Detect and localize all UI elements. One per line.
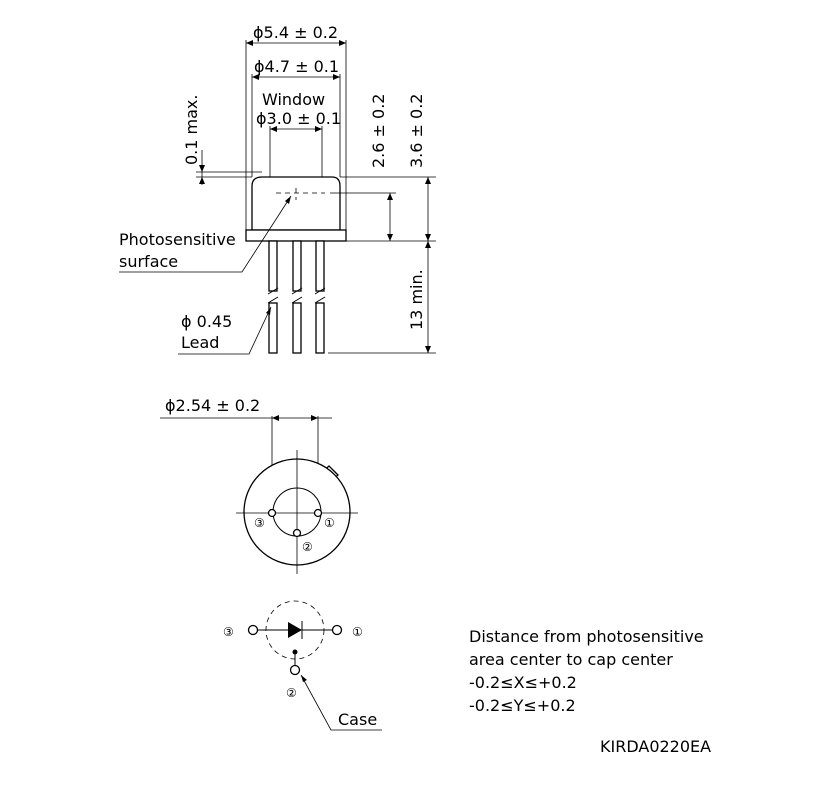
- cap-body: [252, 177, 340, 230]
- pin-1-hole: [315, 510, 322, 517]
- pin-2-marker: ②: [302, 540, 313, 554]
- pin-2-hole: [294, 530, 301, 537]
- arrowheads: [301, 675, 307, 682]
- surface-height-label: 2.6 ± 0.2: [369, 93, 388, 168]
- lead-label: Lead: [181, 333, 220, 352]
- photosensitive-label-line2: surface: [119, 252, 179, 271]
- terminal-3: [249, 626, 258, 635]
- schematic-pin-3: ③: [223, 625, 234, 639]
- break-mark: [268, 297, 278, 303]
- bottom-view: [160, 396, 358, 574]
- lead-right-lower: [316, 303, 324, 353]
- side-view: [119, 23, 436, 354]
- note-block: [469, 627, 704, 715]
- note-line-3: -0.2≤X≤+0.2: [469, 673, 577, 692]
- note-line-4: -0.2≤Y≤+0.2: [469, 696, 576, 715]
- terminal-2: [291, 666, 300, 675]
- pin-3-marker: ③: [254, 516, 265, 530]
- window-offset-label: 0.1 max.: [182, 94, 201, 165]
- drawing-code: KIRDA0220EA: [600, 737, 712, 756]
- photodiode-symbol: [288, 622, 302, 638]
- schematic-pin-2: ②: [286, 686, 297, 700]
- window-dia-label: ϕ3.0 ± 0.1: [256, 109, 342, 128]
- window-label: Window: [262, 90, 326, 109]
- note-line-1: Distance from photosensitive: [469, 627, 704, 646]
- pin-3-hole: [269, 510, 276, 517]
- header-flange: [246, 230, 346, 241]
- photosensitive-label-line1: Photosensitive: [119, 230, 236, 249]
- lead-middle-upper: [293, 241, 301, 291]
- cap-inner-dia-label: ϕ4.7 ± 0.1: [254, 57, 340, 76]
- pin-1-marker: ①: [324, 516, 335, 530]
- lead-left-upper: [269, 241, 277, 291]
- package-height-label: 3.6 ± 0.2: [407, 93, 426, 168]
- schematic-pin-1: ①: [352, 625, 363, 639]
- lead-right-upper: [316, 241, 324, 291]
- break-mark: [292, 297, 302, 303]
- pin-pitch-label: ϕ2.54 ± 0.2: [165, 396, 261, 415]
- break-mark: [315, 297, 325, 303]
- lead-dia-label: ϕ 0.45: [181, 312, 233, 331]
- terminal-1: [333, 626, 342, 635]
- lead-length-label: 13 min.: [407, 269, 426, 330]
- case-label: Case: [338, 710, 378, 729]
- note-line-2: area center to cap center: [469, 650, 673, 669]
- schematic: [223, 601, 382, 730]
- lead-middle-lower: [293, 303, 301, 353]
- cap-outer-dia-label: ϕ5.4 ± 0.2: [253, 23, 339, 42]
